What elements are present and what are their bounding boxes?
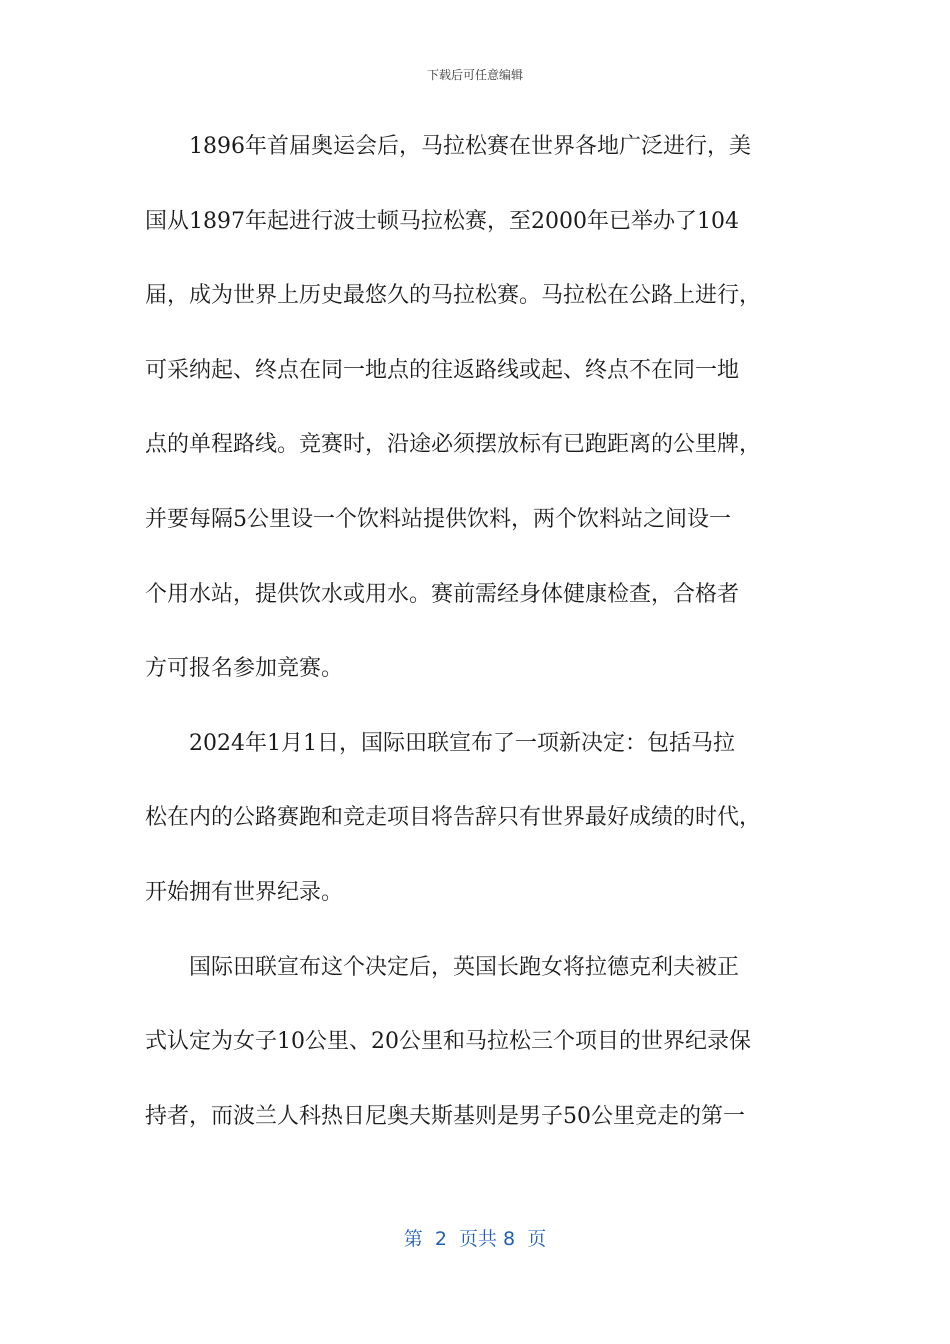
- text-line: 开始拥有世界纪录。: [145, 879, 344, 905]
- text-line: 2024年1月1日，国际田联宣布了一项新决定：包括马拉: [145, 730, 735, 756]
- text-line: 式认定为女子10公里、20公里和马拉松三个项目的世界纪录保: [145, 1029, 751, 1055]
- text-line: 可采纳起、终点在同一地点的往返路线或起、终点不在同一地: [145, 357, 740, 383]
- text-line: 并要每隔5公里设一个饮料站提供饮料，两个饮料站之间设一: [145, 506, 731, 532]
- document-body: [145, 110, 810, 1154]
- text-line: 国从1897年起进行波士顿马拉松赛，至2000年已举办了104: [145, 208, 739, 234]
- text-line: 松在内的公路赛跑和竞走项目将告辞只有世界最好成绩的时代，: [145, 805, 762, 831]
- text-line: 国际田联宣布这个决定后，英国长跑女将拉德克利夫被正: [145, 954, 740, 980]
- text-line: 个用水站，提供饮水或用水。赛前需经身体健康检查，合格者: [145, 581, 740, 607]
- text-line: 点的单程路线。竞赛时，沿途必须摆放标有已跑距离的公里牌，: [145, 432, 762, 458]
- page-header-note: 下载后可任意编辑: [426, 68, 523, 82]
- page-number-footer: 第 2 页共 8 页: [403, 1228, 547, 1250]
- text-line: 持者，而波兰人科热日尼奥夫斯基则是男子50公里竞走的第一: [145, 1103, 745, 1129]
- text-line: 方可报名参加竞赛。: [145, 656, 344, 682]
- text-line: 1896年首届奥运会后，马拉松赛在世界各地广泛进行，美: [145, 134, 751, 159]
- text-line: 届，成为世界上历史最悠久的马拉松赛。马拉松在公路上进行，: [145, 283, 762, 309]
